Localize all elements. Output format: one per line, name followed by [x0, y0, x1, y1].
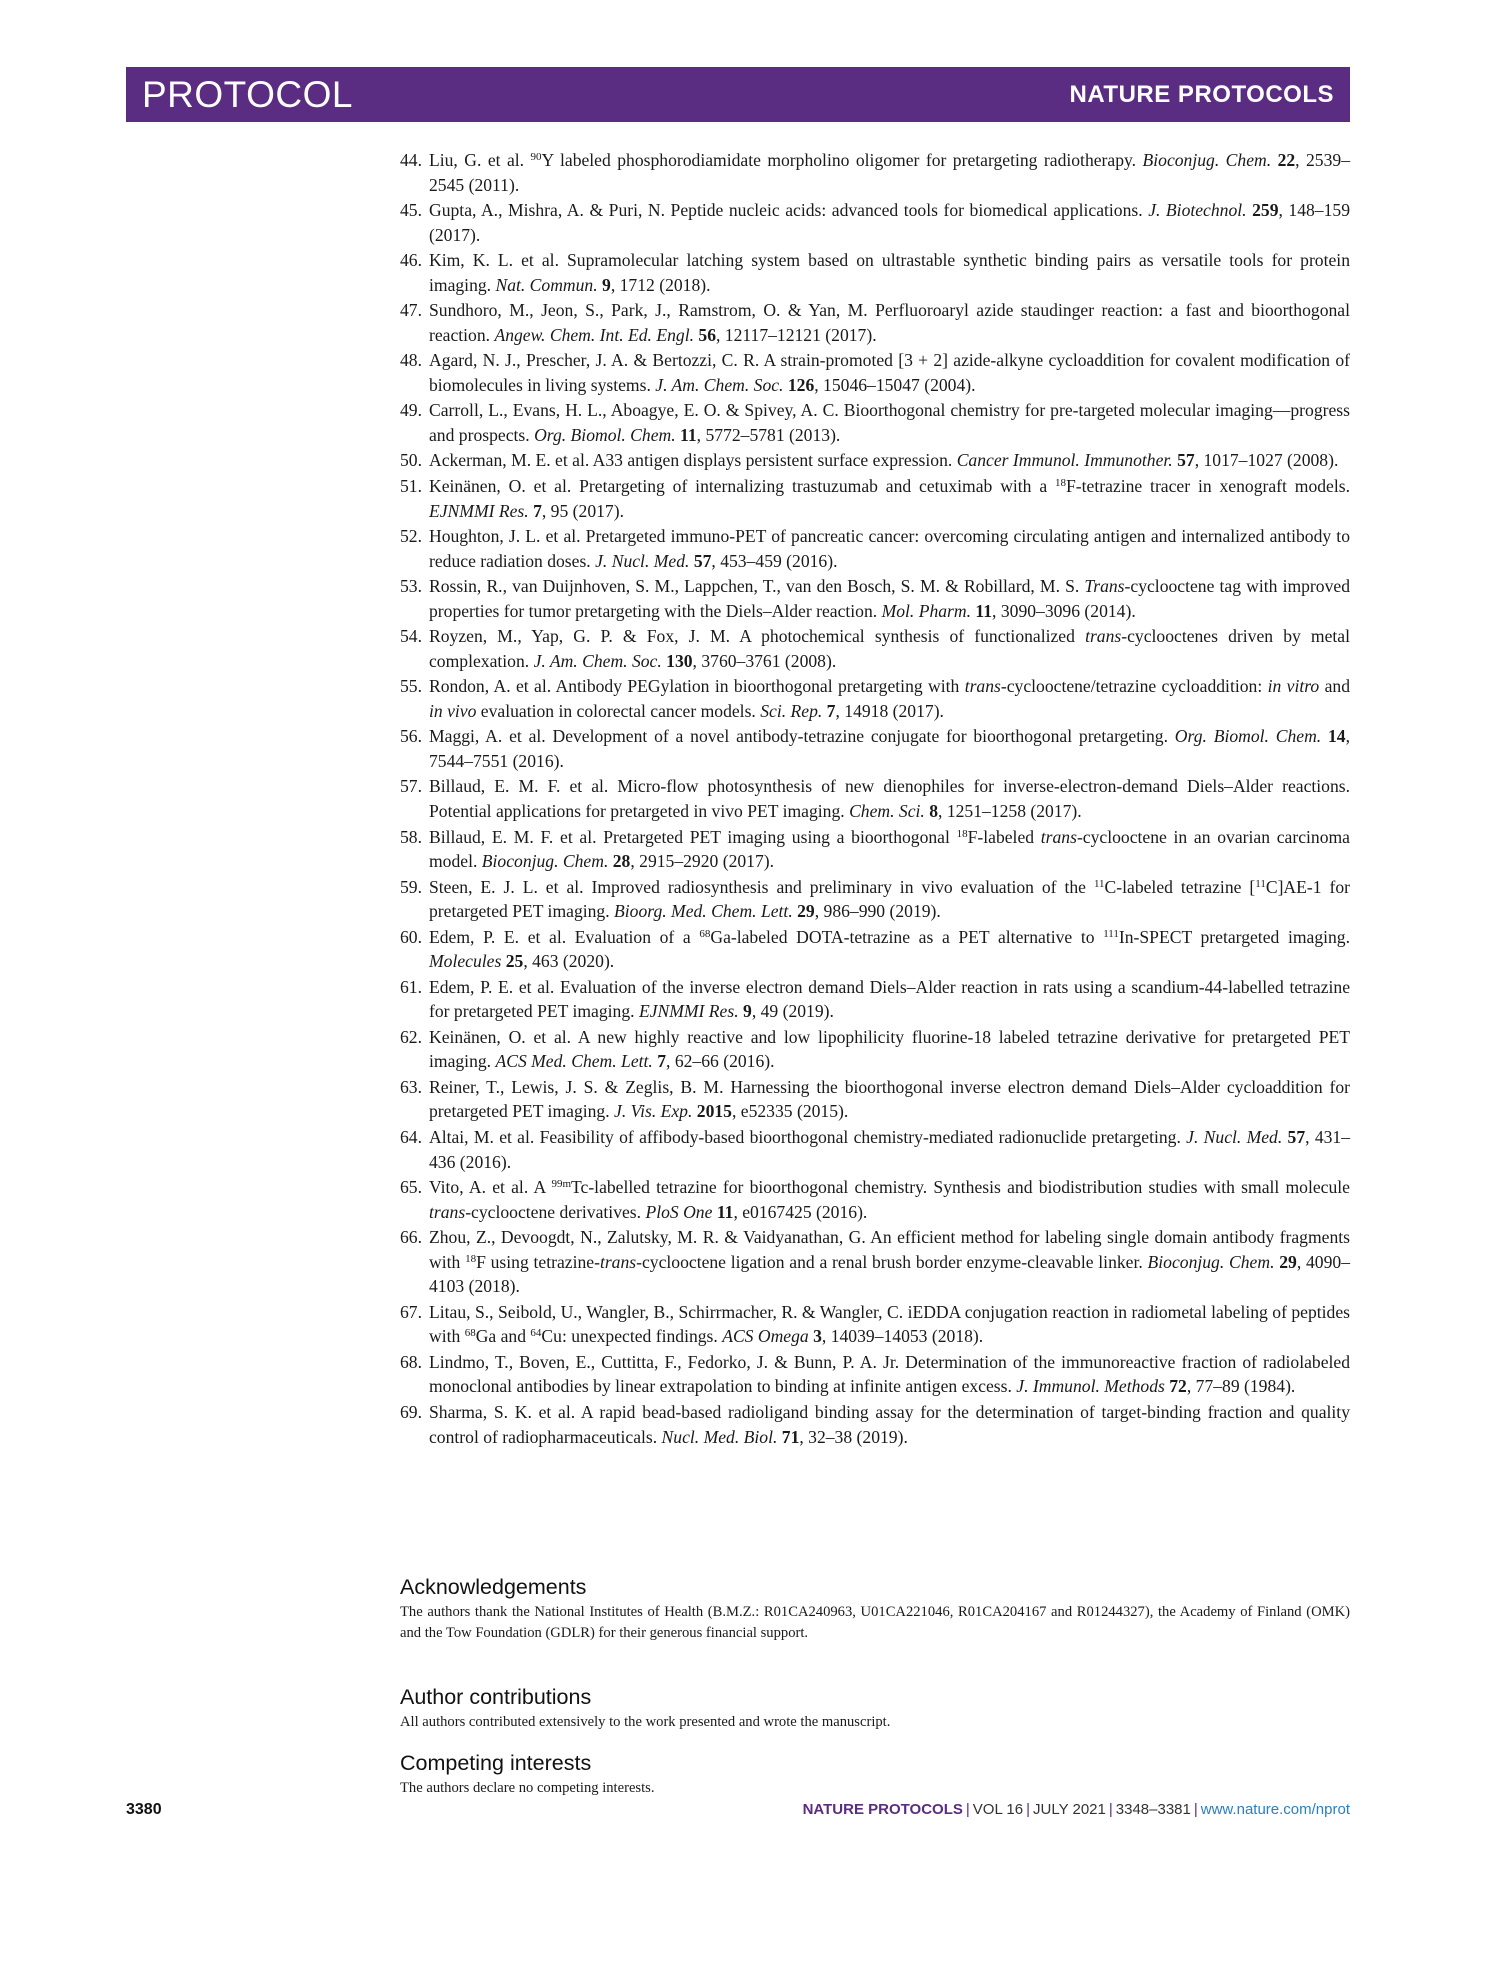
competing-interests-text: The authors declare no competing interests.	[400, 1780, 655, 1796]
reference-text: Rossin, R., van Duijnhoven, S. M., Lappchen, T., van den Bosch, S. M. & Robillard, M. S. Trans-cyclooctene tag with improved properties for tumor pretargeting with the Diels–Alder reaction. Mol. Pharm. 11, 3090–3096 (2014).	[429, 576, 1350, 621]
reference-text: Steen, E. J. L. et al. Improved radiosynthesis and preliminary in vivo evaluation of the $^{11}$C-labeled tetrazine [$^{11}$C]AE-1 for pretargeted PET imaging. Bioorg. Med. Chem. Lett. 29, 986–990 (2019).	[429, 876, 1350, 922]
reference-item	[400, 448, 1350, 473]
reference-number: 65.	[400, 1177, 422, 1198]
reference-number: 58.	[400, 826, 422, 847]
footer-pages: 3348–3381	[1115, 1801, 1191, 1818]
reference-item	[400, 148, 1350, 197]
competing-interests-heading: Competing interests	[400, 1751, 592, 1775]
reference-item	[400, 198, 1350, 247]
reference-number: 61.	[400, 976, 422, 997]
footer-date: JULY 2021	[1033, 1801, 1106, 1818]
reference-text: Reiner, T., Lewis, J. S. & Zeglis, B. M. Harnessing the bioorthogonal inverse electron demand Diels–Alder cycloaddition for pretargeted PET imaging. J. Vis. Exp. 2015, e52335 (2015).	[429, 1076, 1350, 1122]
reference-text: Gupta, A., Mishra, A. & Puri, N. Peptide nucleic acids: advanced tools for biomedical applications. J. Biotechnol. 259, 148–159 (2017).	[429, 200, 1350, 245]
reference-number: 46.	[400, 250, 422, 271]
acknowledgements-heading: Acknowledgements	[400, 1575, 587, 1599]
reference-item	[400, 1025, 1350, 1074]
reference-text: Agard, N. J., Prescher, J. A. & Bertozzi, C. R. A strain-promoted [3 + 2] azide-alkyne cycloaddition for covalent modification of biomolecules in living systems. J. Am. Chem. Soc. 126, 15046–15047 (2004).	[429, 350, 1350, 395]
reference-item	[400, 925, 1350, 974]
reference-item	[400, 298, 1350, 347]
competing-interests-section	[400, 1750, 1350, 1799]
reference-text: Houghton, J. L. et al. Pretargeted immuno-PET of pancreatic cancer: overcoming circulating antigen and internalized antibody to reduce radiation doses. J. Nucl. Med. 57, 453–459 (2016).	[429, 526, 1350, 571]
reference-item	[400, 674, 1350, 723]
reference-number: 50.	[400, 450, 422, 471]
reference-item	[400, 875, 1350, 924]
journal-name: NATURE PROTOCOLS	[1069, 81, 1334, 108]
footer-separator: |	[1026, 1801, 1031, 1818]
reference-text: Rondon, A. et al. Antibody PEGylation in bioorthogonal pretargeting with trans-cyclooctene/tetrazine cycloaddition: in vitro and in vivo evaluation in colorectal cancer models. Sci. Rep. 7, 14918 (2017).	[429, 676, 1350, 721]
reference-number: 53.	[400, 576, 422, 597]
reference-number: 68.	[400, 1351, 422, 1372]
reference-number: 51.	[400, 475, 422, 496]
reference-number: 62.	[400, 1026, 422, 1047]
reference-text: Vito, A. et al. A $^{99m}$Tc-labelled tetrazine for bioorthogonal chemistry. Synthesis and biodistribution studies with small molecule trans-cyclooctene derivatives. PloS One 11, e0167425 (2016).	[429, 1177, 1350, 1222]
reference-text: Edem, P. E. et al. Evaluation of a $^{68}$Ga-labeled DOTA-tetrazine as a PET alternative to $^{111}$In-SPECT pretargeted imaging. Molecules 25, 463 (2020).	[429, 926, 1350, 972]
reference-text: Maggi, A. et al. Development of a novel antibody-tetrazine conjugate for bioorthogonal pretargeting. Org. Biomol. Chem. 14, 7544–7551 (2016).	[429, 726, 1350, 771]
reference-text: Carroll, L., Evans, H. L., Aboagye, E. O. & Spivey, A. C. Bioorthogonal chemistry for pre-targeted molecular imaging—progress and prospects. Org. Biomol. Chem. 11, 5772–5781 (2013).	[429, 400, 1350, 445]
footer-separator: |	[1108, 1801, 1113, 1818]
reference-item	[400, 574, 1350, 623]
reference-number: 69.	[400, 1401, 422, 1422]
reference-item	[400, 1350, 1350, 1399]
footer-separator: |	[1193, 1801, 1198, 1818]
reference-number: 45.	[400, 200, 422, 221]
reference-item	[400, 398, 1350, 447]
reference-item	[400, 724, 1350, 773]
reference-text: Sundhoro, M., Jeon, S., Park, J., Ramstrom, O. & Yan, M. Perfluoroaryl azide staudinger reaction: a fast and bioorthogonal reaction. Angew. Chem. Int. Ed. Engl. 56, 12117–12121 (2017).	[429, 300, 1350, 345]
reference-text: Zhou, Z., Devoogdt, N., Zalutsky, M. R. & Vaidyanathan, G. An efficient method for labeling single domain antibody fragments with $^{18}$F using tetrazine-trans-cyclooctene ligation and a renal brush border enzyme-cleavable linker. Bioconjug. Chem. 29, 4090–4103 (2018).	[429, 1227, 1350, 1297]
reference-text: Royzen, M., Yap, G. P. & Fox, J. M. A photochemical synthesis of functionalized trans-cyclooctenes driven by metal complexation. J. Am. Chem. Soc. 130, 3760–3761 (2008).	[429, 626, 1351, 671]
reference-number: 63.	[400, 1076, 422, 1097]
reference-item	[400, 474, 1350, 523]
author-contributions-section	[400, 1684, 1350, 1733]
reference-number: 67.	[400, 1301, 422, 1322]
acknowledgements-text: The authors thank the National Institutes of Health (B.M.Z.: R01CA240963, U01CA221046, R01CA204167 and R01244327), the Academy of Finland (OMK) and the Tow Foundation (GDLR) for their generous financial support.	[400, 1604, 1350, 1641]
reference-text: Liu, G. et al. $^{90}$Y labeled phosphorodiamidate morpholino oligomer for pretargeting radiotherapy. Bioconjug. Chem. 22, 2539–2545 (2011).	[429, 150, 1350, 195]
footer-citation	[803, 1801, 1350, 1818]
reference-text: Edem, P. E. et al. Evaluation of the inverse electron demand Diels–Alder reaction in rats using a scandium-44-labelled tetrazine for pretargeted PET imaging. EJNMMI Res. 9, 49 (2019).	[429, 976, 1350, 1022]
reference-text: Keinänen, O. et al. Pretargeting of internalizing trastuzumab and cetuximab with a $^{18}$F-tetrazine tracer in xenograft models. EJNMMI Res. 7, 95 (2017).	[429, 475, 1350, 521]
acknowledgements-section	[400, 1574, 1350, 1643]
reference-number: 52.	[400, 526, 422, 547]
reference-list	[400, 148, 1350, 1450]
reference-number: 48.	[400, 350, 422, 371]
reference-item	[400, 1400, 1350, 1449]
reference-text: Altai, M. et al. Feasibility of affibody-based bioorthogonal chemistry-mediated radionuclide pretargeting. J. Nucl. Med. 57, 431–436 (2016).	[429, 1126, 1351, 1172]
footer-journal: NATURE PROTOCOLS	[802, 1801, 963, 1818]
reference-text: Litau, S., Seibold, U., Wangler, B., Schirrmacher, R. & Wangler, C. iEDDA conjugation reaction in radiometal labeling of peptides with $^{68}$Ga and $^{64}$Cu: unexpected findings. ACS Omega 3, 14039–14053 (2018).	[429, 1301, 1350, 1347]
author-contributions-heading: Author contributions	[400, 1685, 592, 1709]
reference-number: 60.	[400, 926, 422, 947]
footer-separator: |	[965, 1801, 970, 1818]
reference-number: 54.	[400, 626, 422, 647]
reference-text: Lindmo, T., Boven, E., Cuttitta, F., Fedorko, J. & Bunn, P. A. Jr. Determination of the immunoreactive fraction of radiolabeled monoclonal antibodies by linear extrapolation to binding at infinite antigen excess. J. Immunol. Methods 72, 77–89 (1984).	[429, 1351, 1350, 1397]
reference-item	[400, 1175, 1350, 1224]
reference-item	[400, 248, 1350, 297]
reference-number: 49.	[400, 400, 422, 421]
reference-item	[400, 1300, 1350, 1349]
section-label: PROTOCOL	[142, 74, 353, 115]
reference-item	[400, 1125, 1350, 1174]
reference-text: Keinänen, O. et al. A new highly reactive and low lipophilicity fluorine-18 labeled tetrazine derivative for pretargeted PET imaging. ACS Med. Chem. Lett. 7, 62–66 (2016).	[429, 1026, 1350, 1072]
author-contributions-text: All authors contributed extensively to the work presented and wrote the manuscript.	[400, 1714, 891, 1730]
reference-text: Kim, K. L. et al. Supramolecular latching system based on ultrastable synthetic binding pairs as versatile tools for protein imaging. Nat. Commun. 9, 1712 (2018).	[429, 250, 1350, 295]
reference-number: 55.	[400, 676, 422, 697]
reference-text: Ackerman, M. E. et al. A33 antigen displays persistent surface expression. Cancer Immunol. Immunother. 57, 1017–1027 (2008).	[429, 450, 1339, 471]
header-bar	[126, 67, 1350, 122]
reference-item	[400, 825, 1350, 874]
reference-item	[400, 524, 1350, 573]
reference-text: Billaud, E. M. F. et al. Pretargeted PET imaging using a bioorthogonal $^{18}$F-labeled trans-cyclooctene in an ovarian carcinoma model. Bioconjug. Chem. 28, 2915–2920 (2017).	[429, 826, 1350, 872]
reference-number: 64.	[400, 1126, 422, 1147]
reference-number: 59.	[400, 876, 422, 897]
reference-item	[400, 774, 1350, 823]
footer-volume: VOL 16	[972, 1801, 1024, 1818]
reference-number: 47.	[400, 300, 422, 321]
reference-number: 56.	[400, 726, 422, 747]
reference-text: Sharma, S. K. et al. A rapid bead-based radioligand binding assay for the determination of target-binding fraction and quality control of radiopharmaceuticals. Nucl. Med. Biol. 71, 32–38 (2019).	[429, 1401, 1350, 1447]
reference-item	[400, 975, 1350, 1024]
reference-item	[400, 1225, 1350, 1299]
reference-item	[400, 348, 1350, 397]
reference-item	[400, 1075, 1350, 1124]
reference-item	[400, 624, 1350, 673]
reference-number: 57.	[400, 776, 422, 797]
page-number: 3380	[126, 1801, 162, 1818]
reference-text: Billaud, E. M. F. et al. Micro-flow photosynthesis of new dienophiles for inverse-electron-demand Diels–Alder reactions. Potential applications for pretargeted in vivo PET imaging. Chem. Sci. 8, 1251–1258 (2017).	[429, 776, 1350, 822]
reference-number: 66.	[400, 1227, 422, 1248]
reference-number: 44.	[400, 150, 422, 170]
footer-url[interactable]: www.nature.com/nprot	[1200, 1801, 1350, 1818]
